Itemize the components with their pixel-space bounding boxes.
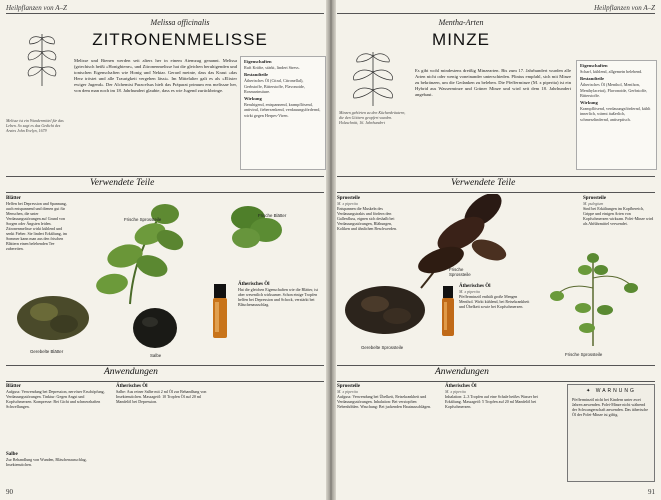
- section-rule-4-right: [337, 381, 655, 382]
- props-heading-2-right: Bestandteile: [580, 76, 604, 82]
- props-heading-3: Wirkung: [244, 96, 262, 102]
- running-head-right: Heilpflanzen von A–Z: [594, 4, 655, 12]
- section-used-parts-left: Verwendete Teile: [90, 178, 155, 188]
- app-ointment-heading: Salbe: [6, 452, 18, 457]
- header-rule-right: [337, 13, 655, 14]
- props-text-1: Ruft Kräfte, stärkt, lindert Stress.: [244, 65, 300, 70]
- page-number-left: 90: [6, 488, 13, 496]
- app-ointment-column: [6, 452, 106, 467]
- app-oil-column-left: [116, 384, 216, 404]
- oil-column-left: [238, 282, 324, 307]
- oil-column-right: [459, 284, 531, 309]
- props-heading-3-right: Wirkung: [580, 100, 598, 106]
- section-used-parts-right: Verwendete Teile: [451, 178, 516, 188]
- mint-woodcut-illustration: [345, 46, 401, 108]
- sprossteile2-heading: Sprossteile: [583, 196, 606, 201]
- section-rule-1: [6, 176, 324, 177]
- essential-oil-bottle-left: [210, 282, 230, 342]
- section-applications-right: Anwendungen: [435, 367, 489, 377]
- latin-name-left: Melissa officinalis: [150, 18, 210, 27]
- sprossteile2-text: Sind bei Erkältungen im Kopfbereich, Grippe und einigen Arten von Kopfschmerzen wirksam. Polei-Minze wird als Abführmittel verwendet.: [583, 206, 654, 226]
- essential-oil-bottle-right: [439, 284, 457, 340]
- app-leaves-heading: Blätter: [6, 384, 21, 389]
- dried-mint-photo: [343, 282, 427, 338]
- app-leaves-column: [6, 384, 106, 409]
- app-shoots-subtitle: M. x piperita: [337, 389, 358, 394]
- app-leaves-text: Aufguss: Verwendung bei Depression, nervöser Erschöpfung, Verdauungsstörungen. Tinktur: Gegen Angst und Kopfschmerzen. Kompresse: Bei Gicht und schmerzhaften Schwellungen.: [6, 389, 105, 409]
- label-fresh-shoots-right: Frische Sprossteile: [449, 267, 471, 277]
- illustration-caption-right: Minzen gehörten zu den Küchenkräutern, die den Göttern geopfert wurden. Holzschnitt, 16. Jahrhundert: [339, 110, 406, 125]
- label-dried-shoots: Gerebelte Sprossteile: [361, 345, 404, 350]
- sprossteile-pulegium-column: [583, 196, 655, 226]
- props-heading-1-right: Eigenschaften: [580, 63, 608, 68]
- oil-heading-left: Ätherisches Öl: [238, 282, 270, 287]
- props-text-3: Beruhigend, entspannend, krampflösend, antiviral, fiebersenkend, verdauungsfördernd, wirkt gegen Herpes-Viren.: [244, 102, 321, 118]
- sprossteile-column: [337, 196, 405, 231]
- section-rule-3-right: [337, 365, 655, 366]
- label-fresh-shoots-right-2: Frische Sprossteile: [565, 352, 603, 357]
- props-text-3-right: Krampflösend, verdauungsfördernd, kühlt innerlich, wärmt äußerlich, schmerzlindernd, antiseptisch.: [580, 106, 651, 122]
- melissa-sprig-photo: [70, 196, 220, 306]
- dried-leaves-photo: [14, 290, 92, 346]
- section-rule-2: [6, 192, 324, 193]
- properties-box-right: [576, 60, 657, 170]
- section-rule-3: [6, 365, 324, 366]
- app-oil-heading-right: Ätherisches Öl: [445, 384, 477, 389]
- melissa-line-illustration: [22, 26, 62, 88]
- app-shoots-column: [337, 384, 437, 409]
- sprossteile-heading: Sprossteile: [337, 196, 360, 201]
- section-rule-4: [6, 381, 324, 382]
- app-oil-column-right: [445, 384, 555, 409]
- warning-heading: WARNUNG: [595, 388, 636, 394]
- app-oil-text-left: Salbe: Aus reiner Salbe mit 2 ml Öl zur Behandlung von Insektenstichen. Massageöl: 10 Tropfen Öl auf 20 ml Mandelöl bei Depression.: [116, 389, 207, 404]
- pennyroyal-sprig-photo: [543, 248, 643, 348]
- sprossteile-subtitle: M. x piperita: [337, 201, 358, 206]
- app-shoots-heading: Sprossteile: [337, 384, 360, 389]
- illustration-caption-left: Melisse ist ein Wundermittel für das Leben. So sagt es das Gedicht des Arztes John Evelyn, 1679: [6, 118, 64, 133]
- oil-text-right: Pfefferminzöl enthält große Mengen Menthol. Wirkt kühlend, bei Reisekrankheit und Übelkeit sowie bei Kopfschmerzen.: [459, 294, 530, 309]
- section-rule-2-right: [337, 192, 655, 193]
- oil-heading-right: Ätherisches Öl: [459, 284, 491, 289]
- warning-box: [567, 384, 655, 482]
- right-page: [331, 0, 661, 500]
- page-title-right: MINZE: [432, 30, 490, 49]
- section-applications-left: Anwendungen: [104, 367, 158, 377]
- props-text-2: Ätherisches Öl (Citral, Citronellal), Gerbstoffe, Bitterstoffe, Flavonoide, Rosmarinsäure.: [244, 78, 305, 94]
- warning-icon: ✦: [586, 388, 593, 394]
- latin-name-right: Mentha-Arten: [438, 18, 484, 27]
- properties-box-left: [240, 56, 326, 170]
- oil-subtitle-right: M. x piperita: [459, 289, 480, 294]
- header-rule: [6, 13, 324, 14]
- label-dried-leaves: Gerebelte Blätter: [30, 349, 64, 354]
- intro-text-right: Es gibt wohl mindestens dreißig Minzearten. Bis zum 17. Jahrhundert wurden alle Arten nicht oder wenig voneinander unterschieden. Plinius empfahl, sich mit Minze zu bekränzen, um die Gedanken zu beleben. Die Pfefferminze (M. x piperita) ist ein Hybrid aus Wasserminze und Grüner Minze und wird seit dem 18. Jahrhundert angebaut.: [415, 68, 571, 97]
- page-number-right: 91: [648, 488, 655, 496]
- melissa-fresh-leaves: [228, 200, 284, 252]
- props-text-2-right: Ätherisches Öl (Menthol, Menthon, Menthylacetat), Flavonoide, Gerbstoffe, Bitterstoffe.: [580, 82, 648, 98]
- section-rule-1-right: [337, 176, 655, 177]
- app-oil-text-right: Inhalation: 2–3 Tropfen auf eine Schale heißes Wasser bei Erkältung. Massageöl: 5 Tropfen auf 20 ml Mandelöl bei Kopfschmerzen.: [445, 394, 538, 409]
- book-gutter: [326, 0, 336, 500]
- app-oil-heading-left: Ätherisches Öl: [116, 384, 148, 389]
- sprossteile2-subtitle: M. pulegium: [583, 201, 604, 206]
- oil-text-left: Hat die gleichen Eigenschaften wie die Blätter, ist aber wesentlich wirksamer. Schon einige Tropfen helfen bei Depression und Schock, verstärkt bei Bläschenausschlag.: [238, 287, 319, 307]
- blaetter-heading: Blätter: [6, 196, 21, 201]
- left-page: [0, 0, 330, 500]
- props-heading-1: Eigenschaften: [244, 59, 272, 64]
- blaetter-text: Helfen bei Depression und Spannung, auch entspannend und dienen gut für Menschen, die unter Verdauungsstörungen auf Grund von Sorgen oder Ängsten leiden. Zitronenmelisse wirkt kühlend und senkt Fieber. Sie lindert Erkältung, im Sommer kann man aus den frischen Blättern einen belebenden Tee zubereiten.: [6, 201, 67, 251]
- app-shoots-text: Aufguss: Verwendung bei Übelkeit, Reisekrankheit und Verdauungsstörungen. Inhalation: Bei verstopften Nebenhöhlen. Waschung: Bei juckenden Hautausschlägen.: [337, 394, 432, 409]
- ointment-jar-photo: [130, 306, 180, 350]
- label-fresh-shoots-left: Frische Sprossteile: [124, 217, 162, 222]
- running-head-left: Heilpflanzen von A–Z: [6, 4, 67, 12]
- sprossteile-text: Entspannen die Muskeln des Verdauungstrakts und fördern den Gallenfluss, eignen sich deshalb bei Verdauungsstörungen, Blähungen, Koliken und ähnlichen Beschwerden.: [337, 206, 397, 231]
- props-text-1-right: Scharf, kühlend, allgemein belebend.: [580, 69, 643, 74]
- props-heading-2: Bestandteile: [244, 72, 268, 78]
- label-ointment: Salbe: [150, 353, 162, 358]
- blaetter-column: [6, 196, 68, 251]
- app-oil-subtitle-right: M. x piperita: [445, 389, 466, 394]
- label-fresh-leaves-left: Frische Blätter: [258, 213, 287, 218]
- app-ointment-text: Zur Behandlung von Wunden, Bläschenausschlag, Insektenstichen.: [6, 457, 87, 467]
- warning-text: Pfefferminzöl nicht bei Kindern unter zwei Jahren anwenden. Polei-Minze nicht während der Schwangerschaft anwenden. Das ätherische Öl der Polei-Minze ist giftig.: [572, 397, 649, 417]
- intro-text-left: Melisse und Bienen werden seit alters her in einem Atemzug genannt. Melissa (griechisch heißt »Honigbiene«, und Zitronenmelisse hat die gleichen beruhigenden und tonischen Eigenschaften wie Honig und Nektar. Gerard meinte, dass das Kraut »das Herz tröstet und alle Traurigkeit vergehen lässt«. Im Mittelalter galt es als »Elixier ewiger Jugend«. Der Alchemist Paracelsus hielt das Präparat primum ens melissae her, von dem man noch im 18. Jahrhundert glaubte, dass es wie Jugend zurückbringe.: [74, 58, 237, 93]
- page-title-left: ZITRONENMELISSE: [92, 30, 268, 49]
